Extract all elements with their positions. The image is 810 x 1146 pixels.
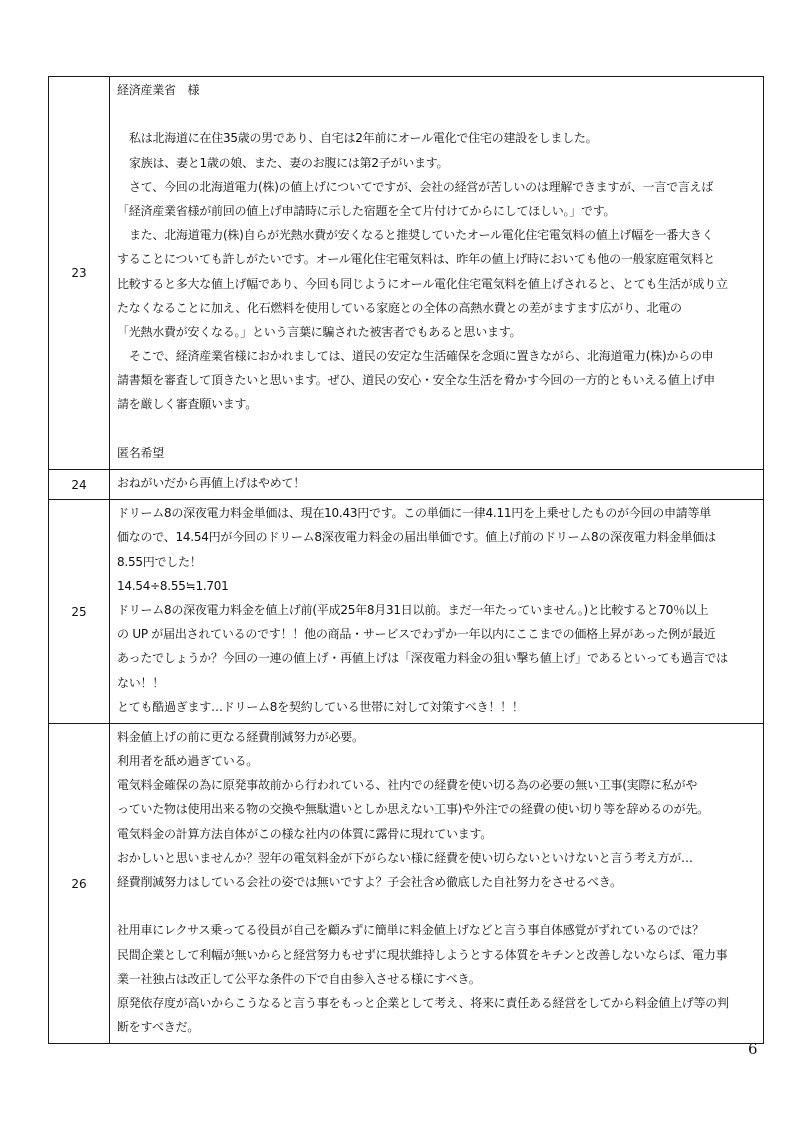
text-line: 断をすべきだ。 <box>117 1020 200 1035</box>
blank-line <box>117 102 757 126</box>
table-row <box>49 723 764 1043</box>
blank-line <box>117 417 757 441</box>
text-line: 14.54÷8.55≒1.701 <box>117 578 229 593</box>
row-number: 23 <box>49 77 110 470</box>
text-line: 電気料金の計算方法自体がこの様な社内の体質に露骨に現れています。 <box>117 826 493 841</box>
text-line: 業一社独占は改正して公平な条件の下で自由参入させる様にすべき。 <box>117 971 481 986</box>
text-line: 利用者を舐め過ぎている。 <box>117 754 259 769</box>
row-number: 26 <box>49 723 110 1043</box>
text-line: そこで、経済産業省様におかれましては、道民の安定な生活確保を念頭に置きながら、北海道電力(株)からの申 <box>129 349 714 364</box>
blank-line <box>117 894 757 918</box>
page-number: 6 <box>748 1040 758 1058</box>
row-number: 25 <box>49 500 110 724</box>
text-line: 8.55円でした！ <box>117 554 202 569</box>
text-line: 価なので、14.54円が今回のドリーム8深夜電力料金の届出単価です。値上げ前のドリーム8の深夜電力料金単価は <box>117 530 716 545</box>
text-line: ドリーム8の深夜電力料金単価は、現在10.43円です。この単価に一律4.11円を上乗せしたものが今回の申請等単 <box>117 506 712 521</box>
text-line: 電気料金確保の為に原発事故前から行われている、社内での経費を使い切る為の必要の無い工事(実際に私がや <box>117 778 698 793</box>
text-line: さて、今回の北海道電力(株)の値上げについてですが、会社の経営が苦しいのは理解できますが、一言で言えば <box>129 179 714 194</box>
table-row <box>49 500 764 724</box>
text-line: 私は北海道に在住35歳の男であり、自宅は2年前にオール電化で住宅の建設をしました。 <box>129 131 598 146</box>
opinion-text <box>110 470 764 500</box>
text-line: 比較すると多大な値上げ幅であり、今回も同じようにオール電化住宅電気料を値上げされると、とても生活が成り立 <box>117 276 728 291</box>
text-line: 「光熱水費が安くなる。」という言葉に騙された被害者でもあると思います。 <box>117 324 522 339</box>
text-line: 社用車にレクサス乗ってる役員が自己を顧みずに簡単に料金値上げなどと言う事自体感覚がずれているのでは？ <box>117 923 704 938</box>
text-line: 料金値上げの前に更なる経費削減努力が必要。 <box>117 729 364 744</box>
opinions-table <box>48 76 764 1044</box>
text-line: また、北海道電力(株)自らが光熱水費が安くなると推奨していたオール電化住宅電気料の値上げ幅を一番大きく <box>129 228 714 243</box>
table-row <box>49 470 764 500</box>
text-line: 請を厳しく審査願います。 <box>117 397 258 412</box>
text-line: っていた物は使用出来る物の交換や無駄遣いとしか思えない工事)や外注での経費の使い切り等を辞めるのが先。 <box>117 802 709 817</box>
text-line: ドリーム8の深夜電力料金を値上げ前(平成25年8月31日以前。まだ一年たっていません。)と比較すると70％以上 <box>117 602 709 617</box>
opinion-text <box>110 723 764 1043</box>
opinion-text <box>110 500 764 724</box>
text-line: ない！！ <box>117 675 165 690</box>
text-line: 民間企業として利幅が無いからと経営努力もせずに現状維持しようとする体質をキチンと改善しないならば、電力事 <box>117 947 728 962</box>
text-line: 家族は、妻と1歳の娘、また、妻のお腹には第2子がいます。 <box>129 155 449 170</box>
text-line: 経費削減努力はしている会社の姿では無いですよ？子会社含め徹底した自社努力をさせるべき。 <box>117 875 622 889</box>
text-line: とても酷過ぎます…ドリーム8を契約している世帯に対して対策すべき！！！ <box>117 699 524 714</box>
text-line: 原発依存度が高いからこうなると言う事をもっと企業として考え、将来に責任ある経営をしてから料金値上げ等の判 <box>117 995 729 1010</box>
text-line: あったでしょうか？今回の一連の値上げ・再値上げは「深夜電力料金の狙い撃ち値上げ」であるといっても過言では <box>117 651 728 666</box>
opinion-text <box>110 77 764 470</box>
text-line: することについても許しがたいです。オール電化住宅電気料は、昨年の値上げ時においても他の一般家庭電気料と <box>117 252 715 267</box>
text-line: 「経済産業省様が前回の値上げ申請時に示した宿題を全て片付けてからにしてほしい。」です。 <box>117 203 616 218</box>
table-row <box>49 77 764 470</box>
text-line: 請書類を審査して頂きたいと思います。ぜひ、道民の安心・安全な生活を脅かす今回の一方的ともいえる値上げ申 <box>117 373 715 388</box>
text-line: たなくなることに加え、化石燃料を使用している家庭との全体の高熱水費との差がますます広がり、北電の <box>117 300 682 315</box>
text-line: 経済産業省 様 <box>117 83 200 97</box>
text-line: おねがいだから再値上げはやめて！ <box>117 476 306 490</box>
text-line: おかしいと思いませんか？翌年の電気料金が下がらない様に経費を使い切らないといけないと言う考え方が… <box>117 850 693 865</box>
signature-line: 匿名希望 <box>117 445 165 460</box>
text-line: の UP が届出されているのです！！他の商品・サービスでわずか一年以内にここまでの価格上昇があった例が最近 <box>117 627 716 642</box>
row-number: 24 <box>49 470 110 500</box>
